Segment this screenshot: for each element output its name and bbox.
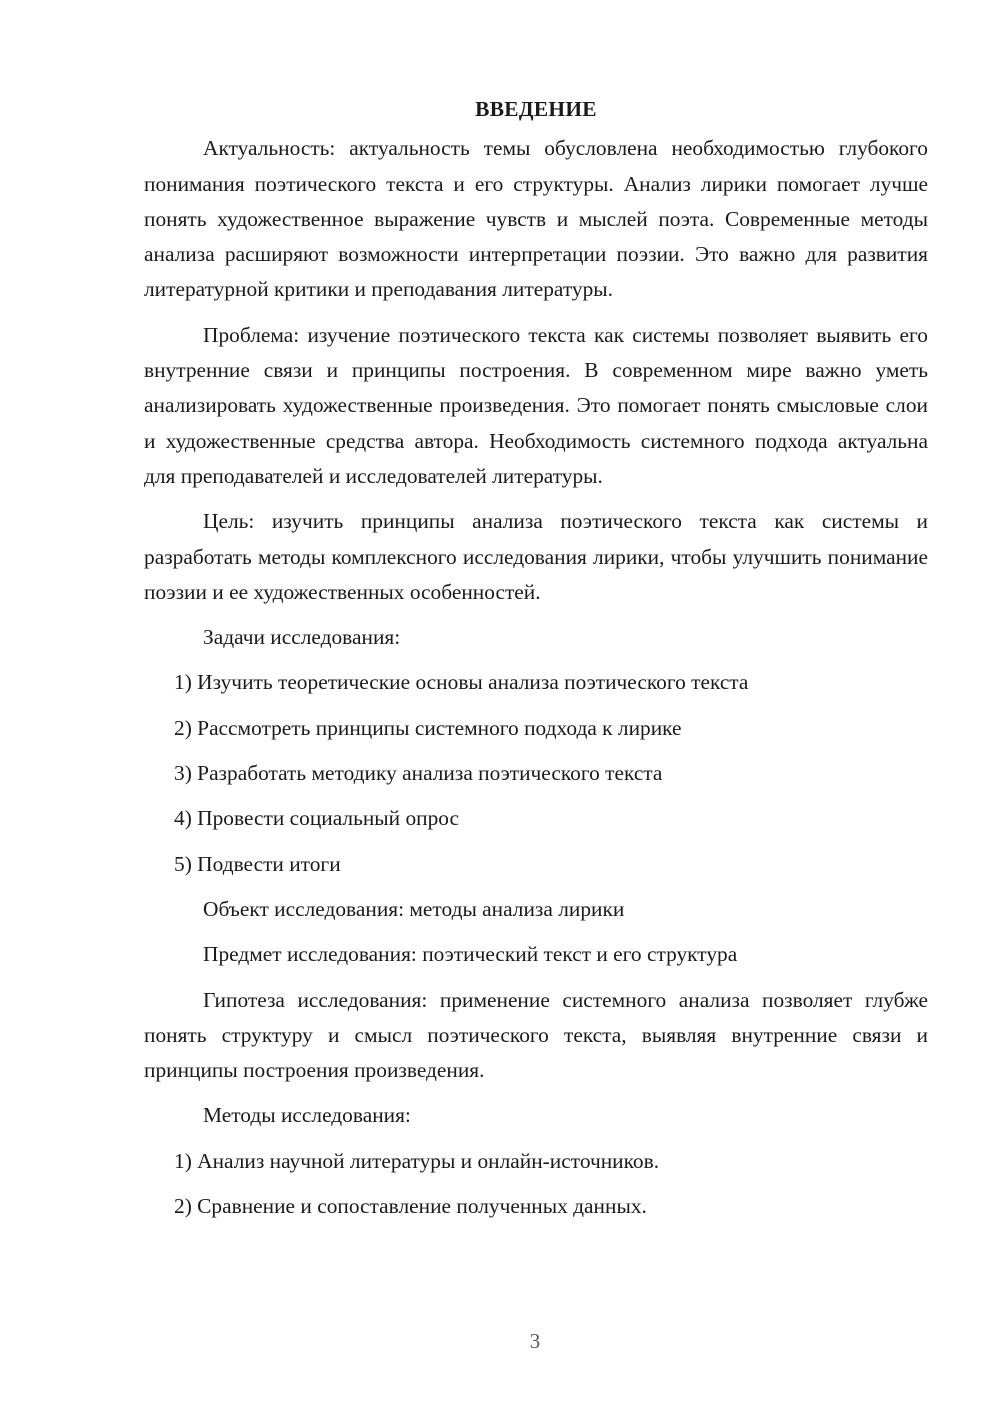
page-number: 3	[529, 1329, 541, 1353]
section-title: ВВЕДЕНИЕ	[475, 97, 597, 121]
hypothesis-paragraph: Гипотеза исследования: применение системного анализа позволяет глубже понять структуру и смысл поэтического текста, выявляя внутренние связи и принципы построения произведения.	[144, 987, 928, 1083]
tasks-heading: Задачи исследования:	[203, 625, 401, 650]
list-item: 1) Изучить теоретические основы анализа поэтического текста	[174, 670, 749, 695]
list-item: 4) Провести социальный опрос	[174, 806, 460, 831]
list-item: 1) Анализ научной литературы и онлайн-источников.	[174, 1148, 660, 1173]
methods-heading: Методы исследования:	[203, 1103, 411, 1128]
tasks-list	[144, 665, 928, 881]
list-item: 3) Разработать методику анализа поэтического текста	[174, 761, 663, 786]
object-line: Объект исследования: методы анализа лирики	[203, 896, 625, 921]
subject-line: Предмет исследования: поэтический текст и его структура	[203, 942, 738, 967]
list-item: 2) Рассмотреть принципы системного подхода к лирике	[174, 715, 682, 740]
list-item: 2) Сравнение и сопоставление полученных данных.	[174, 1194, 647, 1219]
document-page	[144, 92, 928, 1234]
problem-paragraph: Проблема: изучение поэтического текста как системы позволяет выявить его внутренние связи и принципы построения. В современном мире важно уметь анализировать художественные произведения. Это помогает понять смысловые слои и художественные средства автора. Необходимость системного подхода актуальна для преподавателей и исследователей литературы.	[144, 322, 928, 488]
methods-list	[144, 1144, 928, 1225]
relevance-paragraph: Актуальность: актуальность темы обусловлена необходимостью глубокого понимания поэтического текста и его структуры. Анализ лирики помогает лучше понять художественное выражение чувств и мыслей поэта. Современные методы анализа расширяют возможности интерпретации поэзии. Это важно для развития литературной критики и преподавания литературы.	[144, 136, 928, 302]
goal-paragraph: Цель: изучить принципы анализа поэтического текста как системы и разработать методы комплексного исследования лирики, чтобы улучшить понимание поэзии и ее художественных особенностей.	[144, 509, 928, 604]
list-item: 5) Подвести итоги	[174, 851, 341, 876]
